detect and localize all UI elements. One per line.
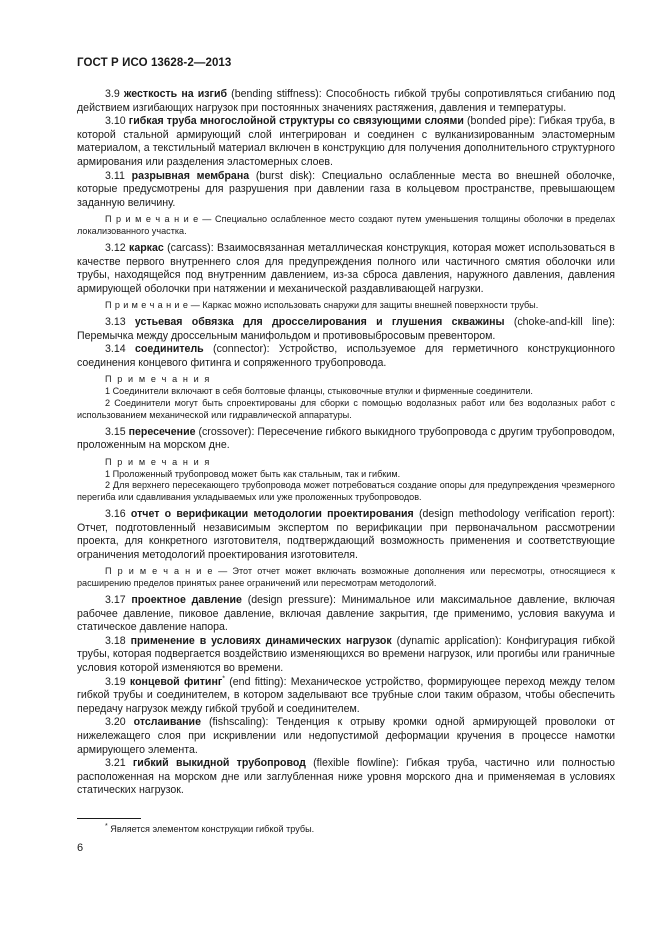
term-text: (dynamic application): Конфигурация гибкой трубы, которая подвергается воздействию изменяющихся во времени нагрузок, или прогибы или граничные условия которой изменяются во времени.: [77, 634, 615, 674]
term-definition: [77, 88, 615, 115]
term-definition: [77, 343, 615, 370]
term-text: (design pressure): Минимальное или максимальное давление, включая рабочее давление, пиковое давление, включая давление закрытия, где применимо, условия вакуума и статическое давление напора.: [77, 594, 615, 634]
term-name: гибкая труба многослойной структуры со связующими слоями: [128, 115, 464, 128]
term-name: отслаивание: [133, 716, 201, 729]
term-text: (flexible flowline): Гибкая труба, частично или полностью расположенная на морском дне или заглубленная ниже уровня морского дна и применяемая в условиях статических нагрузок.: [77, 757, 616, 797]
note-label: П р и м е ч а н и е: [105, 566, 213, 577]
note-text: — Каркас можно использовать снаружи для защиты внешней поверхности трубы.: [188, 300, 539, 311]
footnote-mark: *: [105, 822, 108, 830]
term-name: концевой фитинг: [129, 675, 223, 688]
footnote-divider: [77, 818, 141, 819]
term-number: 3.12: [105, 241, 126, 254]
note-text: 1 Проложенный трубопровод может быть как стальным, так и гибким.: [105, 468, 401, 479]
term-definition: [77, 594, 615, 635]
term-definition: [77, 316, 615, 343]
note-text: 2 Для верхнего пересекающего трубопровода может потребоваться создание опоры для предупреждения чрезмерного перегиба или сдавливания укладываемых или уже проложенных трубопроводов.: [77, 480, 615, 503]
term-number: 3.17: [105, 594, 126, 607]
term-number: 3.10: [105, 115, 126, 128]
term-name: устьевая обвязка для дросселирования и глушения скважины: [134, 316, 505, 329]
term-name: жесткость на изгиб: [123, 88, 228, 100]
term-name: пересечение: [128, 425, 196, 438]
term-text: (bending stiffness): Способность гибкой трубы сопротивляться сгибанию под действием изгибающих нагрузок при постоянных значениях растяжения, давления и температуры.: [77, 88, 615, 114]
term-number: 3.19: [105, 675, 126, 688]
term-number: 3.15: [105, 425, 126, 438]
term-definition: [77, 426, 615, 453]
note: [77, 386, 615, 398]
note-text: — Этот отчет может включать возможные дополнения или пересмотры, относящиеся к расширению пределов принятых ранее ограничений или пересмотрам методологий.: [77, 566, 615, 589]
term-number: 3.9: [105, 88, 120, 100]
note: [77, 469, 615, 481]
term-number: 3.11: [105, 169, 125, 182]
term-text: (design methodology verification report): Отчет, подготовленный независимым экспертом по верификации при первоначальном рассмотрении проекта, для конкретного изготовителя, подтверждающий возможность применения и соответствующие ограничения методологий проектирования изготовителя.: [77, 508, 615, 561]
note: [77, 300, 615, 312]
term-number: 3.14: [105, 343, 126, 356]
note-text: 2 Соединители могут быть спроектированы для сборки с помощью водолазных работ или без водолазных работ с использованием механической или гидравлической аппаратуры.: [77, 398, 615, 420]
term-text: (end fitting): Механическое устройство, формирующее переход между телом гибкой трубы и соединителем, в котором заделывают все трубные слои таким образом, чтобы обеспечить передачу нагрузок между гибкой трубой и соединителем.: [77, 675, 615, 715]
term-name: гибкий выкидной трубопровод: [132, 757, 306, 770]
term-number: 3.16: [105, 508, 126, 521]
term-definition: [77, 508, 615, 562]
term-name: отчет о верификации методологии проектирования: [130, 508, 414, 521]
term-number: 3.20: [105, 716, 126, 729]
note: [77, 398, 615, 422]
term-number: 3.18: [105, 634, 126, 647]
footnote: [105, 823, 314, 835]
note-text: 1 Соединители включают в себя болтовые фланцы, стыковочные втулки и фирменные соединители.: [105, 386, 533, 397]
page-header: ГОСТ Р ИСО 13628-2—2013: [77, 57, 232, 69]
term-definition: [77, 242, 615, 296]
note-label: П р и м е ч а н и е: [105, 300, 189, 311]
note-label: П р и м е ч а н и е: [105, 214, 199, 225]
term-text: (fishscaling): Тенденция к отрыву кромки одной армирующей проволоки от нижележащего слоя при искривлении или недопустимой деформации кручения в процессе намотки армирующего элемента.: [77, 716, 615, 756]
notes-heading: П р и м е ч а н и я: [105, 374, 211, 385]
term-name: соединитель: [134, 343, 204, 356]
term-number: 3.21: [105, 757, 126, 770]
term-definition: [77, 635, 615, 676]
term-text: (bonded pipe): Гибкая труба, в которой стальной армирующий слой интегрирован и соединен с вулканизированным эластомерным материалом, а текстильный материал включен в конструкцию для получения дополнительного структурного армирования или разделения эластомерных слоев.: [77, 115, 616, 168]
term-name: проектное давление: [131, 594, 242, 607]
note: [77, 480, 615, 504]
term-name: каркас: [129, 241, 164, 254]
term-number: 3.13: [105, 316, 126, 329]
term-text: (burst disk): Специально ослабленные места во внешней оболочке, которые предусмотрены для разрушения при давлении газа в кольцевом пространстве, превышающем заданную величину.: [77, 169, 615, 209]
document-body: [77, 88, 615, 798]
term-definition: [77, 676, 615, 717]
note: [77, 214, 615, 238]
notes-heading: П р и м е ч а н и я: [105, 456, 211, 467]
term-text: (choke-and-kill line): Перемычка между дроссельным манифольдом и противовыбросовым превентором.: [77, 316, 615, 342]
page-number: 6: [77, 842, 84, 854]
term-text: (carcass): Взаимосвязанная металлическая конструкция, которая может использоваться в качестве первого внутреннего слоя для предупреждения полного или частичного смятия оболочки или трубы, находящейся под внутренним давлением, из-за сброса давления, наружного давления, давления армирующей оболочки при натяжении и механической раздавливающей нагрузки.: [77, 241, 615, 295]
term-name: применение в условиях динамических нагрузок: [130, 634, 392, 647]
term-definition: [77, 716, 615, 757]
term-name: разрывная мембрана: [131, 169, 250, 182]
footnote-text: Является элементом конструкции гибкой трубы.: [107, 824, 315, 834]
term-text: (connector): Устройство, используемое для герметичного конструкционного соединения концевого фитинга и сопряженного трубопровода.: [77, 343, 615, 369]
term-definition: [77, 757, 615, 798]
term-text: (crossover): Пересечение гибкого выкидного трубопровода с другим трубопроводом, проложенным на морском дне.: [77, 425, 616, 452]
term-definition: [77, 115, 615, 169]
note: [77, 566, 615, 590]
term-definition: [77, 170, 615, 211]
note-text: — Специально ослабленное место создают путем уменьшения толщины оболочки в пределах локализованного участка.: [77, 214, 615, 237]
footnote-reference: *: [222, 675, 225, 683]
